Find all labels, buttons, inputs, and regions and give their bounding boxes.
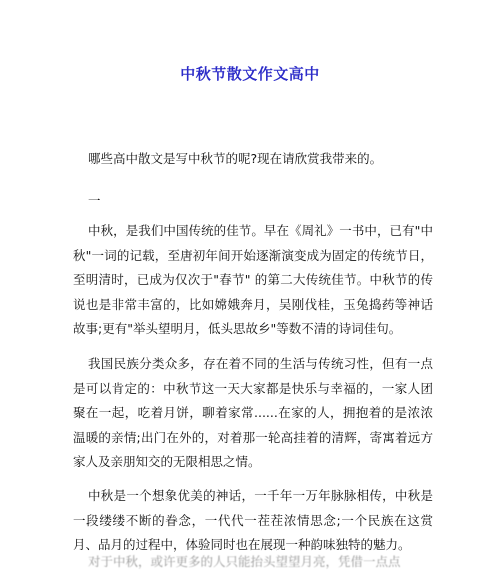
- section-number: 一: [88, 193, 101, 208]
- paragraph-1: 中秋，是我们中国传统的佳节。早在《周礼》一书中，已有"中秋"一词的记载，至唐初年间开始逐渐演变成为固定的传统节日，至明清时，已成为仅次于"春节" 的第二大传统佳节。中秋节的传说也是非常丰富的，比如嫦娥奔月，吴刚伐桂，玉兔捣药等神话故事;更有"举头望明月，低头思故乡"等数不清的诗词佳句。: [73, 223, 433, 336]
- document-title: 中秋节散文作文高中: [180, 65, 320, 83]
- paragraph-2: 我国民族分类众多，存在着不同的生活与传统习性，但有一点是可以肯定的：中秋节这一天大家都是快乐与幸福的，一家人团聚在一起，吃着月饼，聊着家常......在家的人，拥抱着的是浓浓温暖的亲情;出门在外的，对着那一轮高挂着的清辉，寄寓着远方家人及亲朋知交的无限相思之情。: [73, 356, 433, 469]
- paragraph-4-cutoff: 对于中秋，或许更多的人只能抬头望望月亮，凭借一点点: [88, 554, 401, 569]
- intro-text: 哪些高中散文是写中秋节的呢?现在请欣赏我带来的。: [88, 151, 383, 166]
- paragraph-3: 中秋是一个想象优美的神话，一千年一万年脉脉相传，中秋是一段缕缕不断的眷念，一代代一茬茬浓情思念;一个民族在这赏月、品月的过程中，体验同时也在展现一种韵味独特的魅力。: [73, 488, 433, 552]
